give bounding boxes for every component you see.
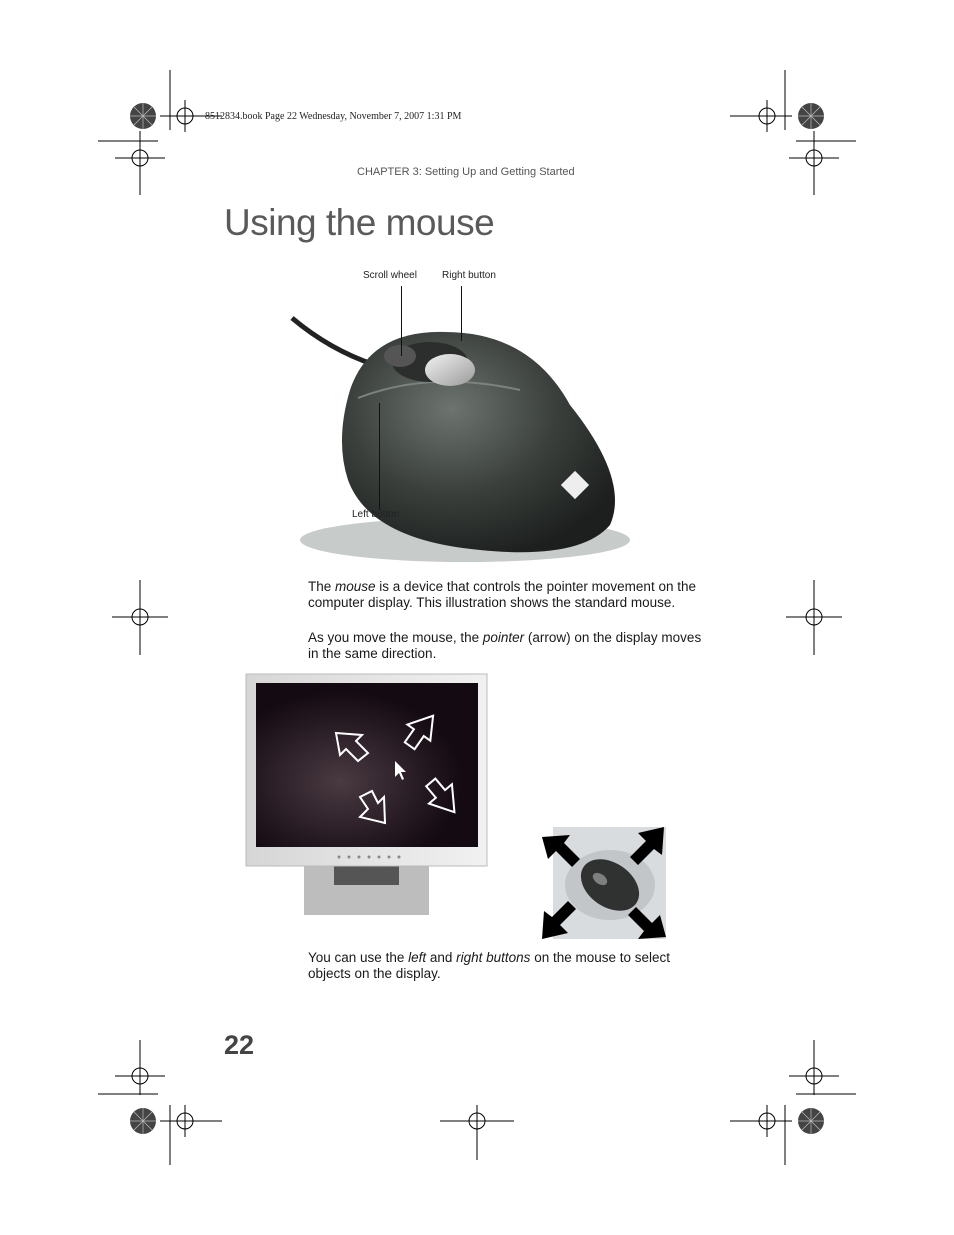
right-button-label: Right button [442,270,496,281]
paragraph-buttons: You can use the left and right buttons on the mouse to select objects on the display. [308,950,671,981]
page-number: 22 [224,1030,255,1060]
running-head: CHAPTER 3: Setting Up and Getting Started [357,166,575,178]
scroll-wheel-leader [401,286,402,356]
paragraph-pointer: As you move the mouse, the pointer (arrow) on the display moves in the same direction. [308,630,702,661]
print-info: 8512834.book Page 22 Wednesday, November 7, 2007 1:31 PM [205,111,462,122]
left-button-leader [379,403,380,510]
right-button-leader [461,286,462,341]
left-button-label: Left button [352,509,400,520]
monitor-illustration [244,673,489,918]
scroll-wheel-label: Scroll wheel [363,270,417,281]
paragraph-mouse-definition: The mouse is a device that controls the pointer movement on the computer display. This illustration shows the standard mouse. [308,579,696,610]
page-title: Using the mouse [224,202,495,243]
mouse-movement-illustration [540,825,668,943]
mouse-illustration [290,310,635,565]
